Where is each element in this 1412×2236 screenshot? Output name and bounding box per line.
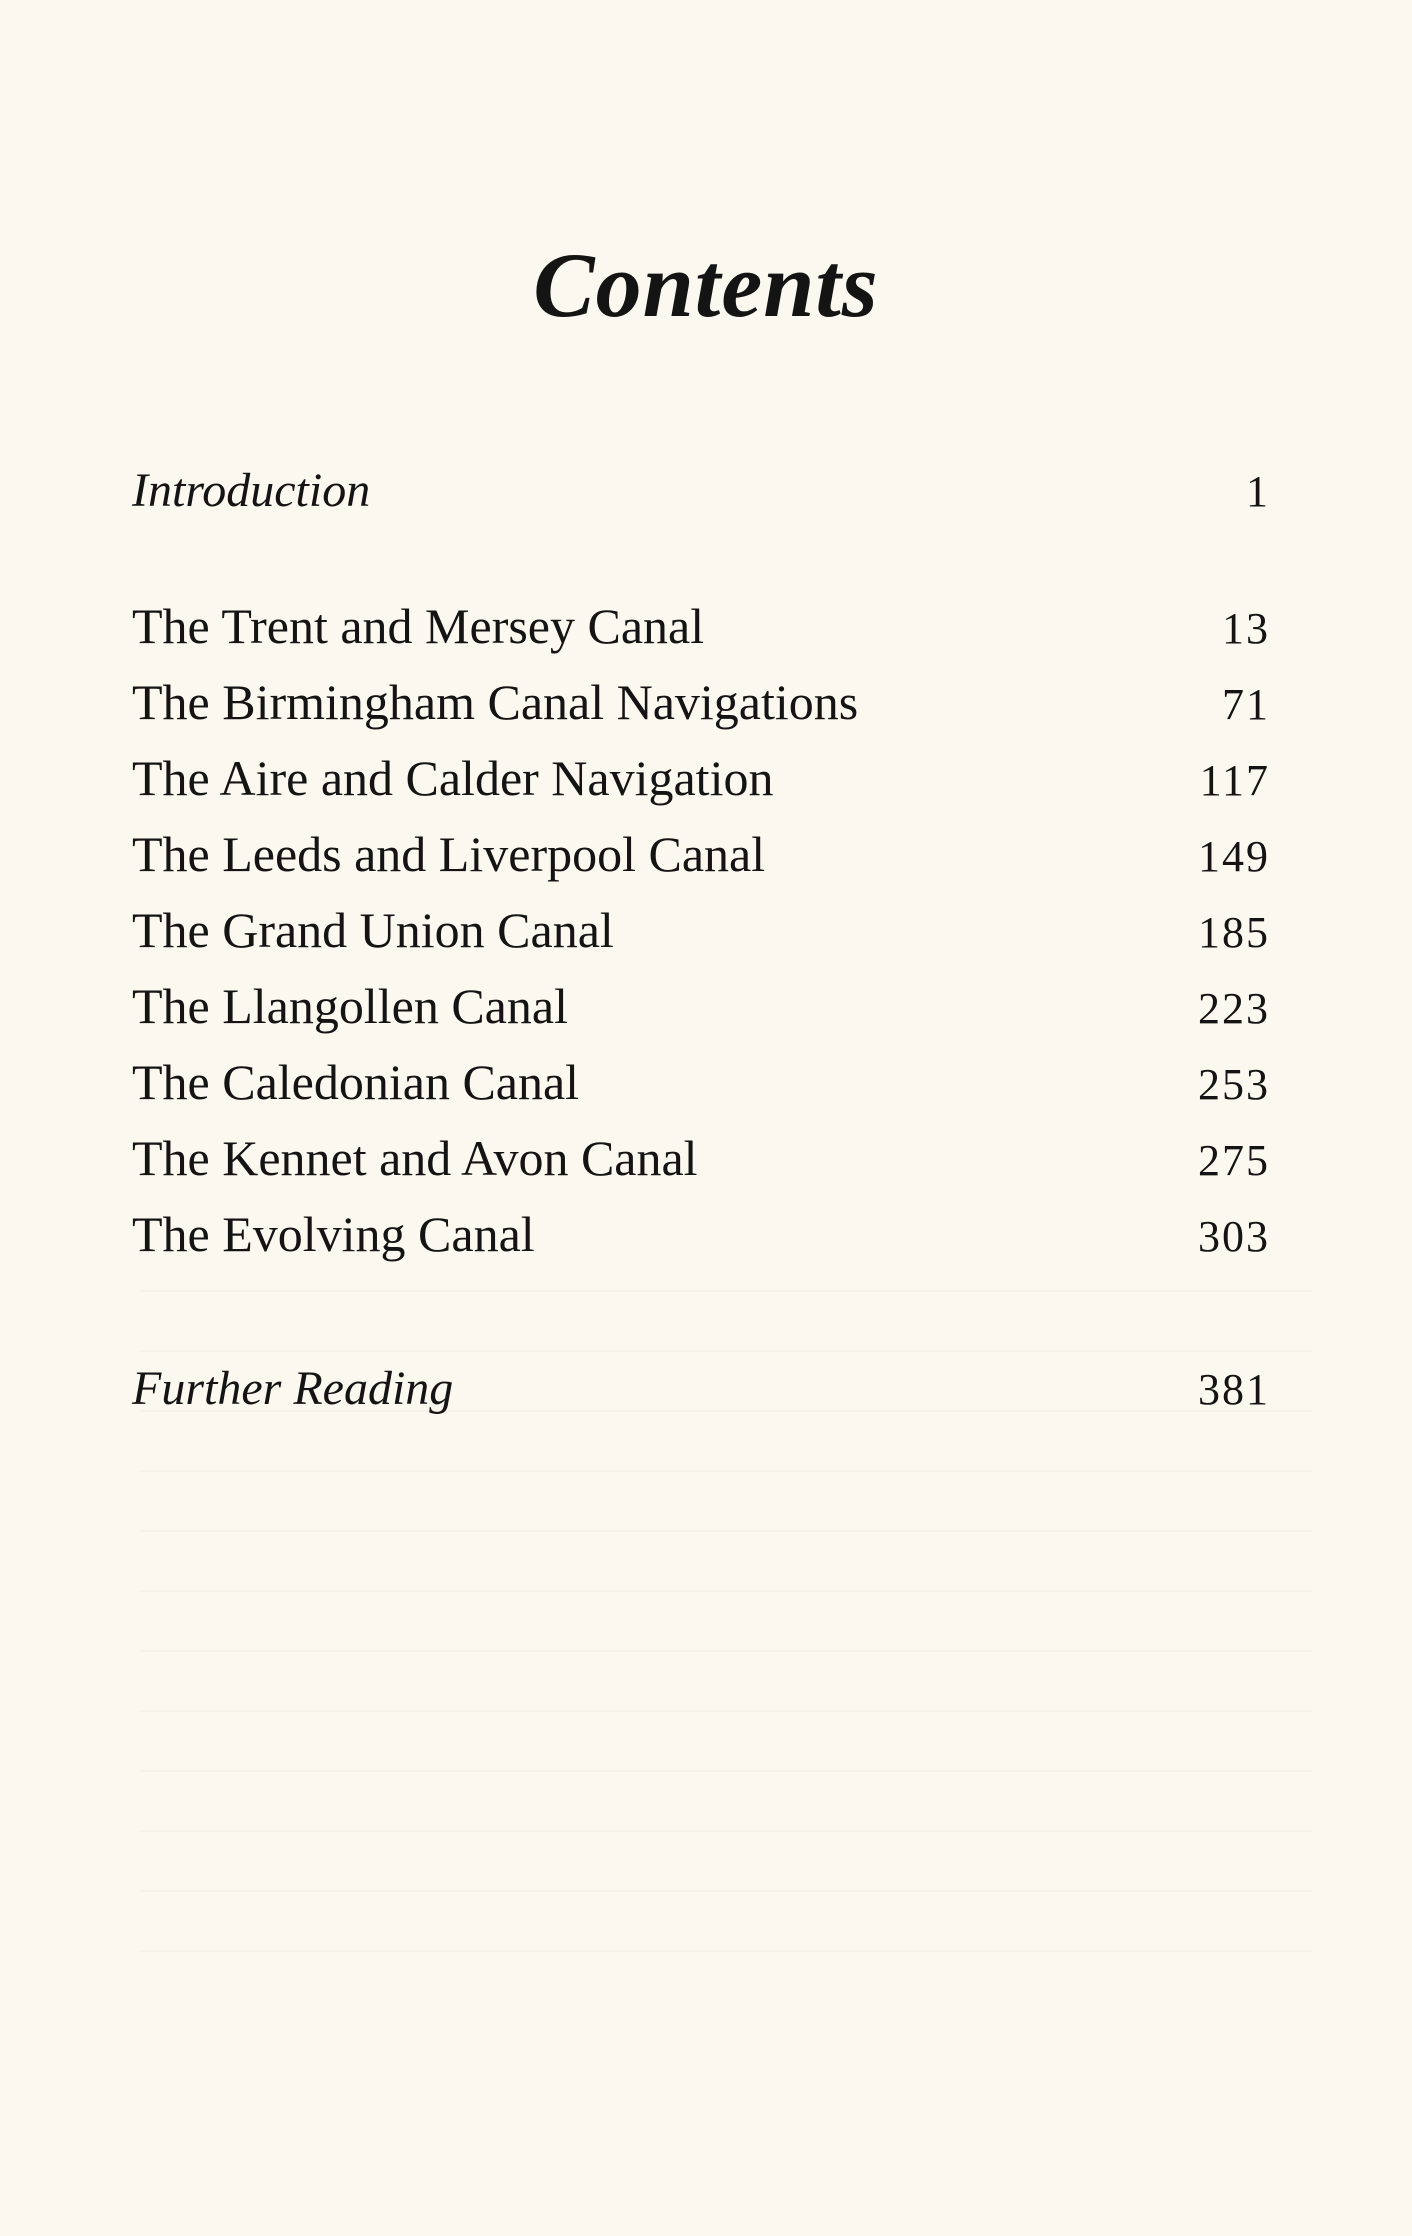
toc-entry-label: The Caledonian Canal xyxy=(132,1054,580,1110)
toc-entry-page: 71 xyxy=(1222,680,1270,729)
toc-entry xyxy=(132,1123,1270,1193)
toc-entry-page: 303 xyxy=(1198,1212,1270,1261)
toc-entry xyxy=(132,895,1270,965)
toc-entry xyxy=(132,667,1270,737)
page-title: Contents xyxy=(533,233,879,336)
show-through-line xyxy=(140,1890,1312,1892)
show-through-line xyxy=(140,1830,1312,1832)
toc-entry xyxy=(132,591,1270,661)
toc-entry-label: The Aire and Calder Navigation xyxy=(132,750,774,806)
show-through-line xyxy=(140,1290,1312,1292)
toc-entry-label: The Evolving Canal xyxy=(132,1206,535,1262)
toc-entry-page: 185 xyxy=(1198,908,1270,957)
toc-entry-page: 381 xyxy=(1198,1365,1270,1414)
toc-entry-label: The Leeds and Liverpool Canal xyxy=(132,826,766,882)
show-through-line xyxy=(140,1710,1312,1712)
show-through-line xyxy=(140,1470,1312,1472)
toc-entry-page: 223 xyxy=(1198,984,1270,1033)
toc-entry-label: The Trent and Mersey Canal xyxy=(132,598,705,654)
toc-entry-page: 1 xyxy=(1246,467,1270,516)
toc-entry-further-reading xyxy=(132,1354,1270,1424)
toc-entry-label: The Birmingham Canal Navigations xyxy=(132,674,859,730)
show-through-line xyxy=(140,1530,1312,1532)
toc-entry xyxy=(132,1199,1270,1269)
toc-entry-label: The Grand Union Canal xyxy=(132,902,614,958)
toc-entry xyxy=(132,819,1270,889)
toc-entry xyxy=(132,1047,1270,1117)
toc-entry-label: Introduction xyxy=(132,464,371,517)
toc-entry-page: 149 xyxy=(1198,832,1270,881)
show-through-line xyxy=(140,1950,1312,1952)
toc-entry-page: 253 xyxy=(1198,1060,1270,1109)
toc-entry xyxy=(132,743,1270,813)
toc-entry-page: 13 xyxy=(1222,604,1270,653)
toc-entry xyxy=(132,971,1270,1041)
show-through-line xyxy=(140,1590,1312,1592)
show-through-line xyxy=(140,1770,1312,1772)
show-through-line xyxy=(140,1650,1312,1652)
toc-entry-page: 275 xyxy=(1198,1136,1270,1185)
toc-entry-page: 117 xyxy=(1199,756,1270,805)
toc-entry-label: The Llangollen Canal xyxy=(132,978,568,1034)
toc-entry-label: The Kennet and Avon Canal xyxy=(132,1130,698,1186)
toc-entry-introduction xyxy=(132,456,1270,526)
toc-entry-label: Further Reading xyxy=(132,1362,454,1415)
show-through-line xyxy=(140,1350,1312,1352)
